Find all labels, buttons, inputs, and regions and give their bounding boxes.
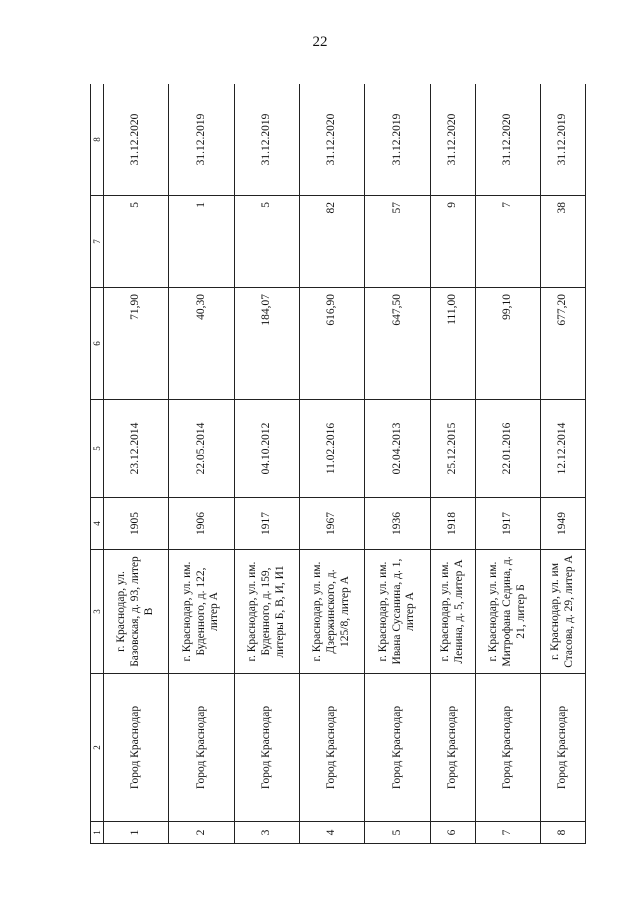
area-cell: 71,90 bbox=[104, 288, 169, 400]
municipality-cell: Город Краснодар bbox=[234, 674, 299, 822]
page-number: 22 bbox=[312, 34, 328, 50]
date-cell: 12.12.2014 bbox=[540, 400, 585, 498]
deadline-cell: 31.12.2019 bbox=[365, 84, 430, 196]
row-number: 3 bbox=[234, 822, 299, 844]
housing-table bbox=[90, 84, 586, 844]
deadline-cell: 31.12.2020 bbox=[475, 84, 540, 196]
address-cell: г. Краснодар, ул. им. Буденного, д. 159, литеры Б, В, И, И1 bbox=[234, 550, 299, 674]
deadline-cell: 31.12.2019 bbox=[169, 84, 234, 196]
residents-count-cell: 5 bbox=[104, 196, 169, 288]
address-cell: г. Краснодар, ул. Базовская, д. 93, литер В bbox=[104, 550, 169, 674]
construction-year-cell: 1905 bbox=[104, 498, 169, 550]
document-sheet bbox=[90, 84, 586, 844]
residents-count-cell: 38 bbox=[540, 196, 585, 288]
residents-count-cell: 1 bbox=[169, 196, 234, 288]
municipality-cell: Город Краснодар bbox=[430, 674, 475, 822]
construction-year-cell: 1967 bbox=[299, 498, 364, 550]
residents-count-cell: 82 bbox=[299, 196, 364, 288]
row-number: 5 bbox=[365, 822, 430, 844]
date-cell: 11.02.2016 bbox=[299, 400, 364, 498]
table-row bbox=[234, 84, 299, 844]
residents-count-cell: 57 bbox=[365, 196, 430, 288]
deadline-cell: 31.12.2020 bbox=[104, 84, 169, 196]
municipality-cell: Город Краснодар bbox=[475, 674, 540, 822]
row-number: 6 bbox=[430, 822, 475, 844]
address-cell: г. Краснодар, ул. им Стасова, д. 29, литер А bbox=[540, 550, 585, 674]
construction-year-cell: 1917 bbox=[475, 498, 540, 550]
column-number: 2 bbox=[91, 674, 104, 822]
table-body bbox=[91, 84, 586, 844]
date-cell: 02.04.2013 bbox=[365, 400, 430, 498]
deadline-cell: 31.12.2020 bbox=[430, 84, 475, 196]
area-cell: 616,90 bbox=[299, 288, 364, 400]
column-number: 4 bbox=[91, 498, 104, 550]
row-number: 7 bbox=[475, 822, 540, 844]
area-cell: 647,50 bbox=[365, 288, 430, 400]
table-row bbox=[430, 84, 475, 844]
deadline-cell: 31.12.2020 bbox=[299, 84, 364, 196]
table-row bbox=[169, 84, 234, 844]
column-number: 5 bbox=[91, 400, 104, 498]
residents-count-cell: 7 bbox=[475, 196, 540, 288]
municipality-cell: Город Краснодар bbox=[169, 674, 234, 822]
municipality-cell: Город Краснодар bbox=[365, 674, 430, 822]
residents-count-cell: 9 bbox=[430, 196, 475, 288]
address-cell: г. Краснодар, ул. им. Дзержинского, д. 125/8, литер А bbox=[299, 550, 364, 674]
row-number: 1 bbox=[104, 822, 169, 844]
row-number: 8 bbox=[540, 822, 585, 844]
row-number: 4 bbox=[299, 822, 364, 844]
area-cell: 40,30 bbox=[169, 288, 234, 400]
address-cell: г. Краснодар, ул. им. Митрофана Седина, д. 21, литер Б bbox=[475, 550, 540, 674]
date-cell: 22.01.2016 bbox=[475, 400, 540, 498]
address-cell: г. Краснодар, ул. им. Буденного, д. 122, литер А bbox=[169, 550, 234, 674]
municipality-cell: Город Краснодар bbox=[104, 674, 169, 822]
date-cell: 04.10.2012 bbox=[234, 400, 299, 498]
area-cell: 111,00 bbox=[430, 288, 475, 400]
column-number: 6 bbox=[91, 288, 104, 400]
table-row bbox=[299, 84, 364, 844]
row-number: 2 bbox=[169, 822, 234, 844]
date-cell: 25.12.2015 bbox=[430, 400, 475, 498]
table-row bbox=[475, 84, 540, 844]
deadline-cell: 31.12.2019 bbox=[234, 84, 299, 196]
construction-year-cell: 1949 bbox=[540, 498, 585, 550]
address-cell: г. Краснодар, ул. им. Ивана Сусанина, д. 1, литер А bbox=[365, 550, 430, 674]
date-cell: 22.05.2014 bbox=[169, 400, 234, 498]
residents-count-cell: 5 bbox=[234, 196, 299, 288]
construction-year-cell: 1918 bbox=[430, 498, 475, 550]
construction-year-cell: 1906 bbox=[169, 498, 234, 550]
table-row bbox=[104, 84, 169, 844]
deadline-cell: 31.12.2019 bbox=[540, 84, 585, 196]
municipality-cell: Город Краснодар bbox=[540, 674, 585, 822]
construction-year-cell: 1936 bbox=[365, 498, 430, 550]
column-number: 8 bbox=[91, 84, 104, 196]
municipality-cell: Город Краснодар bbox=[299, 674, 364, 822]
area-cell: 99,10 bbox=[475, 288, 540, 400]
table-row bbox=[365, 84, 430, 844]
area-cell: 184,07 bbox=[234, 288, 299, 400]
table-row bbox=[540, 84, 585, 844]
area-cell: 677,20 bbox=[540, 288, 585, 400]
date-cell: 23.12.2014 bbox=[104, 400, 169, 498]
column-number: 1 bbox=[91, 822, 104, 844]
construction-year-cell: 1917 bbox=[234, 498, 299, 550]
address-cell: г. Краснодар, ул. им. Ленина, д. 5, литер А bbox=[430, 550, 475, 674]
column-number-row bbox=[91, 84, 104, 844]
column-number: 3 bbox=[91, 550, 104, 674]
rotated-table-wrapper bbox=[90, 84, 586, 844]
column-number: 7 bbox=[91, 196, 104, 288]
